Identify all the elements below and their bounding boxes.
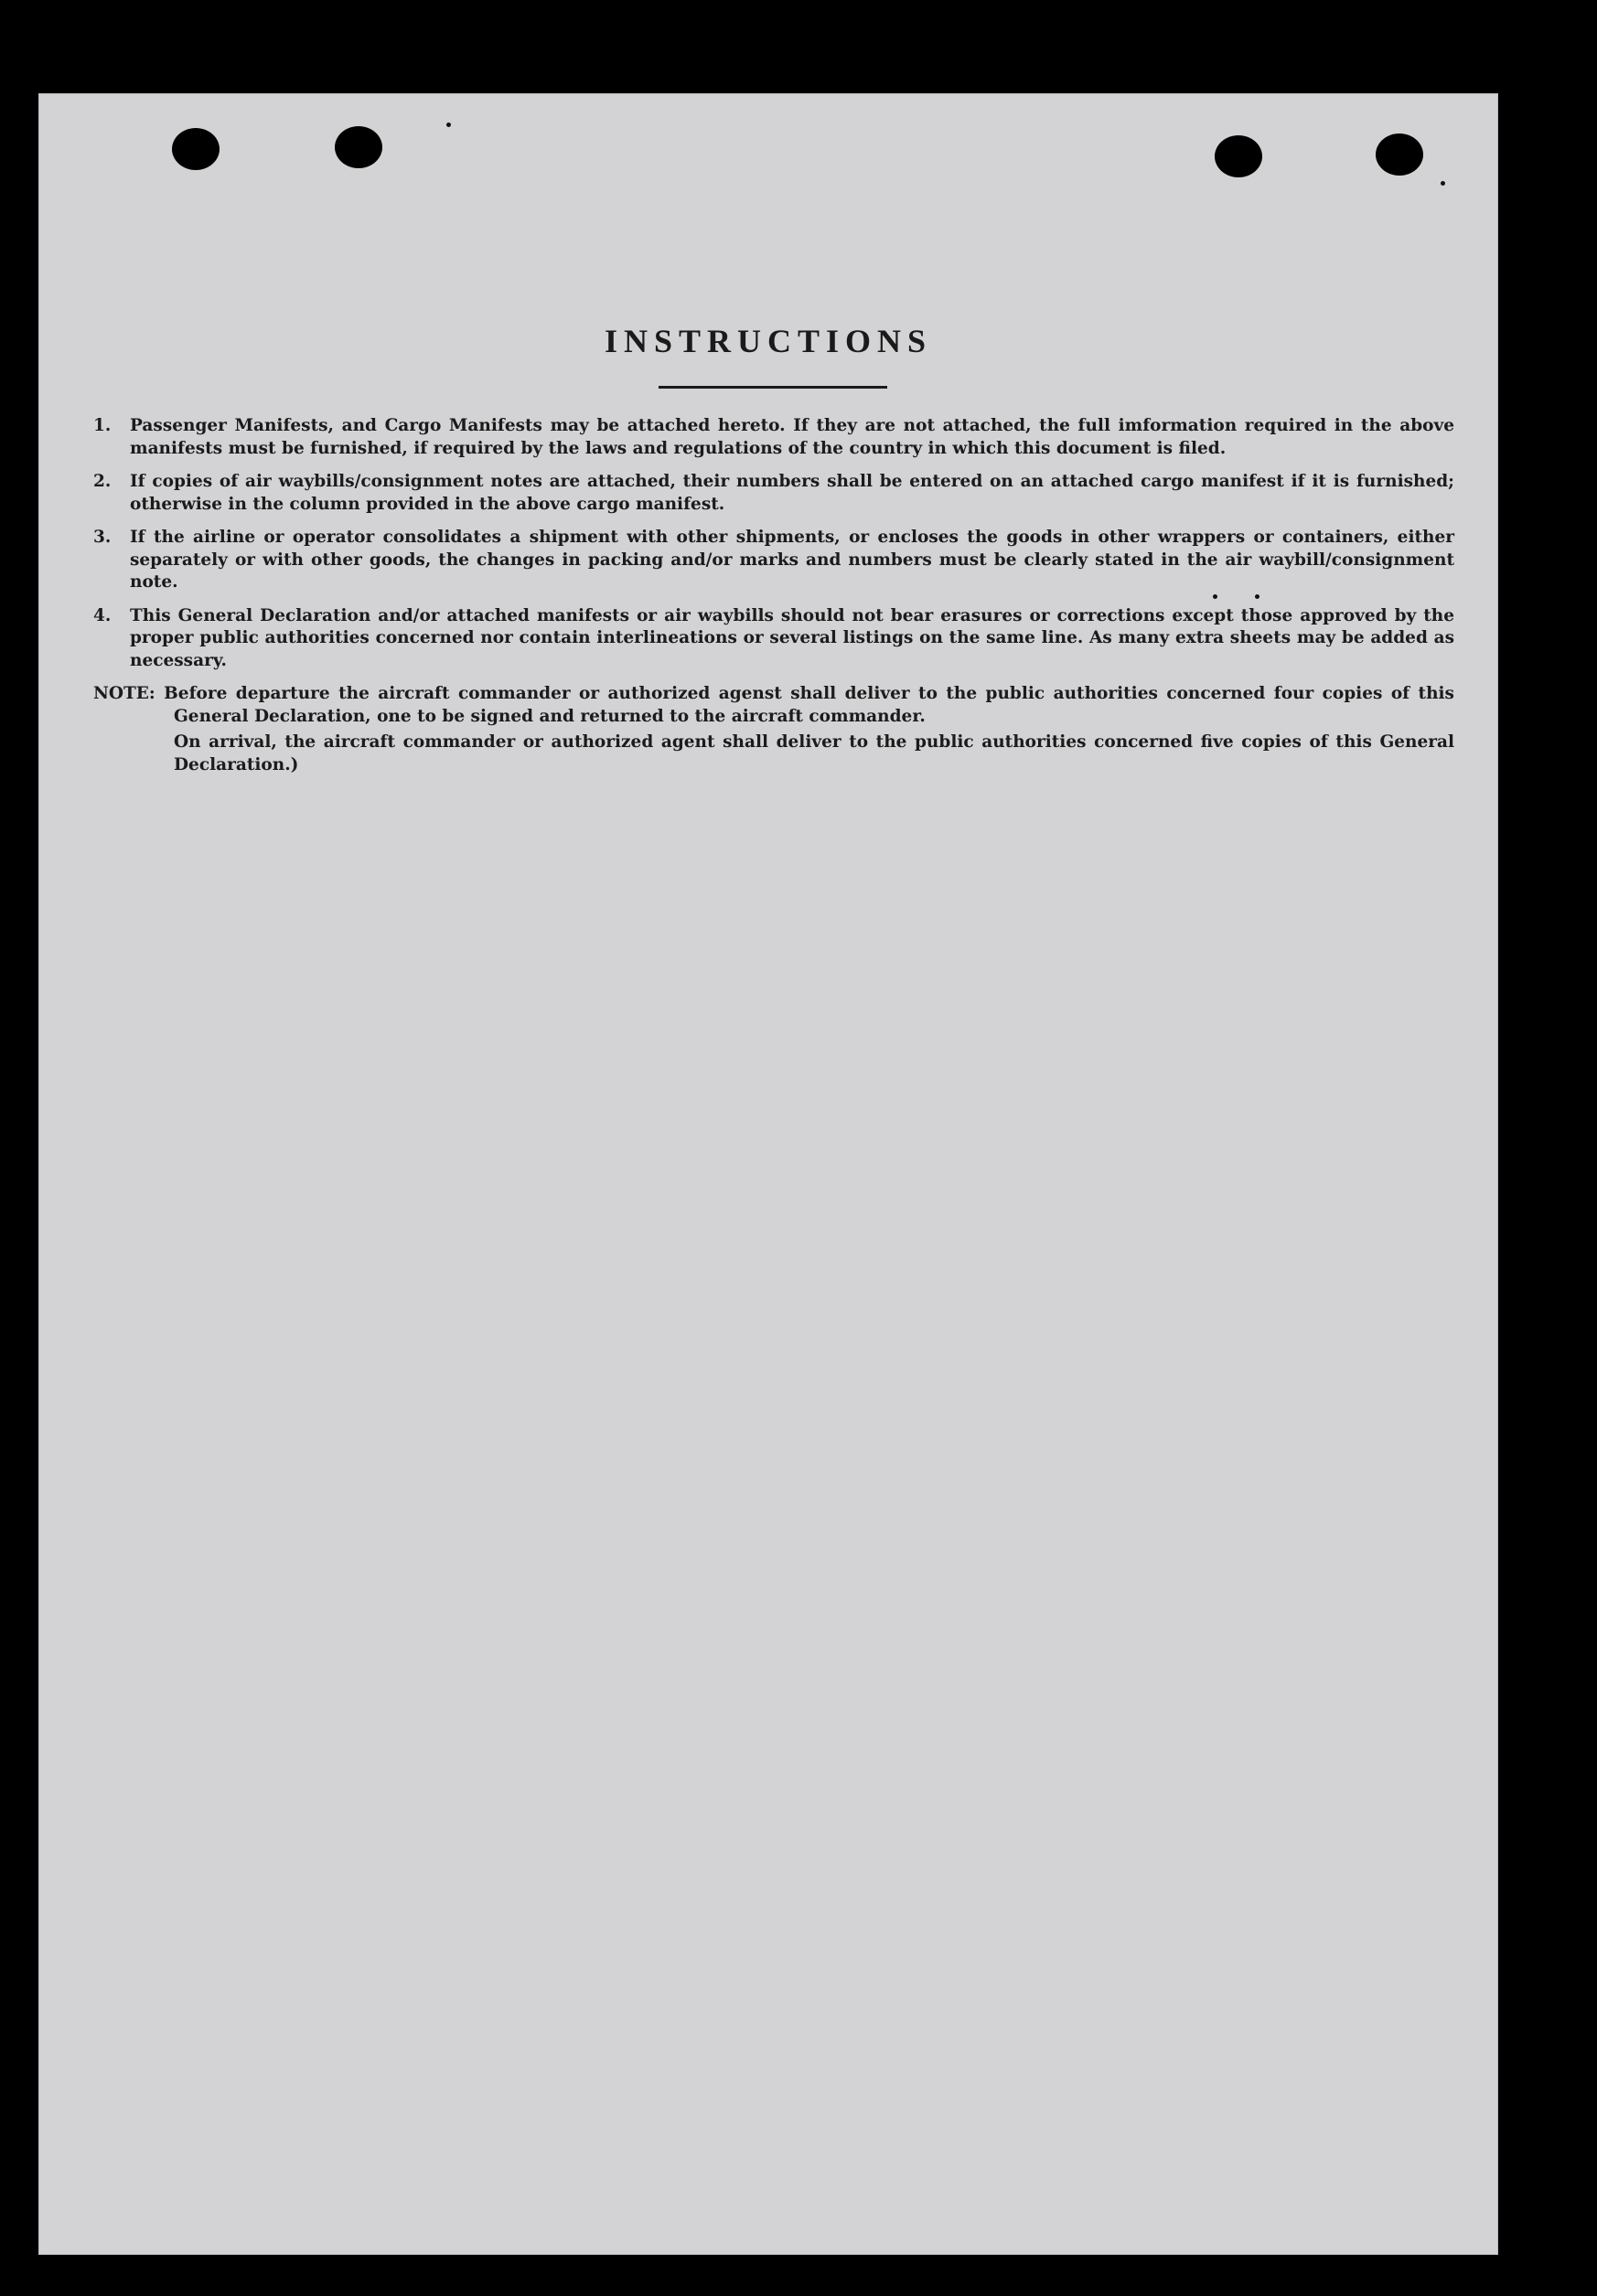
item-text: Passenger Manifests, and Cargo Manifests may be attached hereto. If they are not attached, the full imformation required in the above manifests must be furnished, if required by the laws and regulations of the country in which this document is filed. <box>130 416 1454 458</box>
instructions-body <box>93 415 1454 776</box>
speck <box>1441 181 1445 186</box>
instruction-item <box>93 527 1454 594</box>
title-underline <box>659 386 887 389</box>
punch-hole-4 <box>1376 133 1423 176</box>
instruction-item <box>93 471 1454 516</box>
note-paragraph <box>93 683 1454 728</box>
punch-hole-1 <box>172 128 220 170</box>
note-text: Before departure the aircraft commander or authorized agenst shall deliver to the public authorities concerned four copies of this General Declaration, one to be signed and returned to the aircraft commander. <box>164 684 1454 726</box>
note-arrival-text: On arrival, the aircraft commander or authorized agent shall deliver to the public authorities concerned five copies of this General Declaration.) <box>174 732 1454 774</box>
item-text: If the airline or operator consolidates a shipment with other shipments, or encloses the goods in other wrappers or containers, either separately or with other goods, the changes in packing and/or marks and numbers must be clearly stated in the air waybill/consignment note. <box>130 528 1454 592</box>
punch-hole-3 <box>1215 135 1262 177</box>
page-title: INSTRUCTIONS <box>604 323 933 359</box>
item-number: 3. <box>93 528 112 547</box>
item-text: If copies of air waybills/consignment notes are attached, their numbers shall be entered on an attached cargo manifest if it is furnished; otherwise in the column provided in the above cargo manifest. <box>130 472 1454 514</box>
item-text: This General Declaration and/or attached manifests or air waybills should not bear erasures or corrections except those approved by the proper public authorities concerned nor contain interlineations or several listings on the same line. As many extra sheets may be added as necessary. <box>130 605 1454 670</box>
instruction-item <box>93 415 1454 460</box>
note-label: NOTE: <box>93 684 155 703</box>
item-number: 4. <box>93 605 112 625</box>
item-number: 1. <box>93 416 112 435</box>
punch-hole-2 <box>335 126 382 168</box>
item-number: 2. <box>93 472 112 491</box>
speck <box>446 123 451 127</box>
instruction-item <box>93 605 1454 673</box>
document-page <box>38 93 1498 2255</box>
